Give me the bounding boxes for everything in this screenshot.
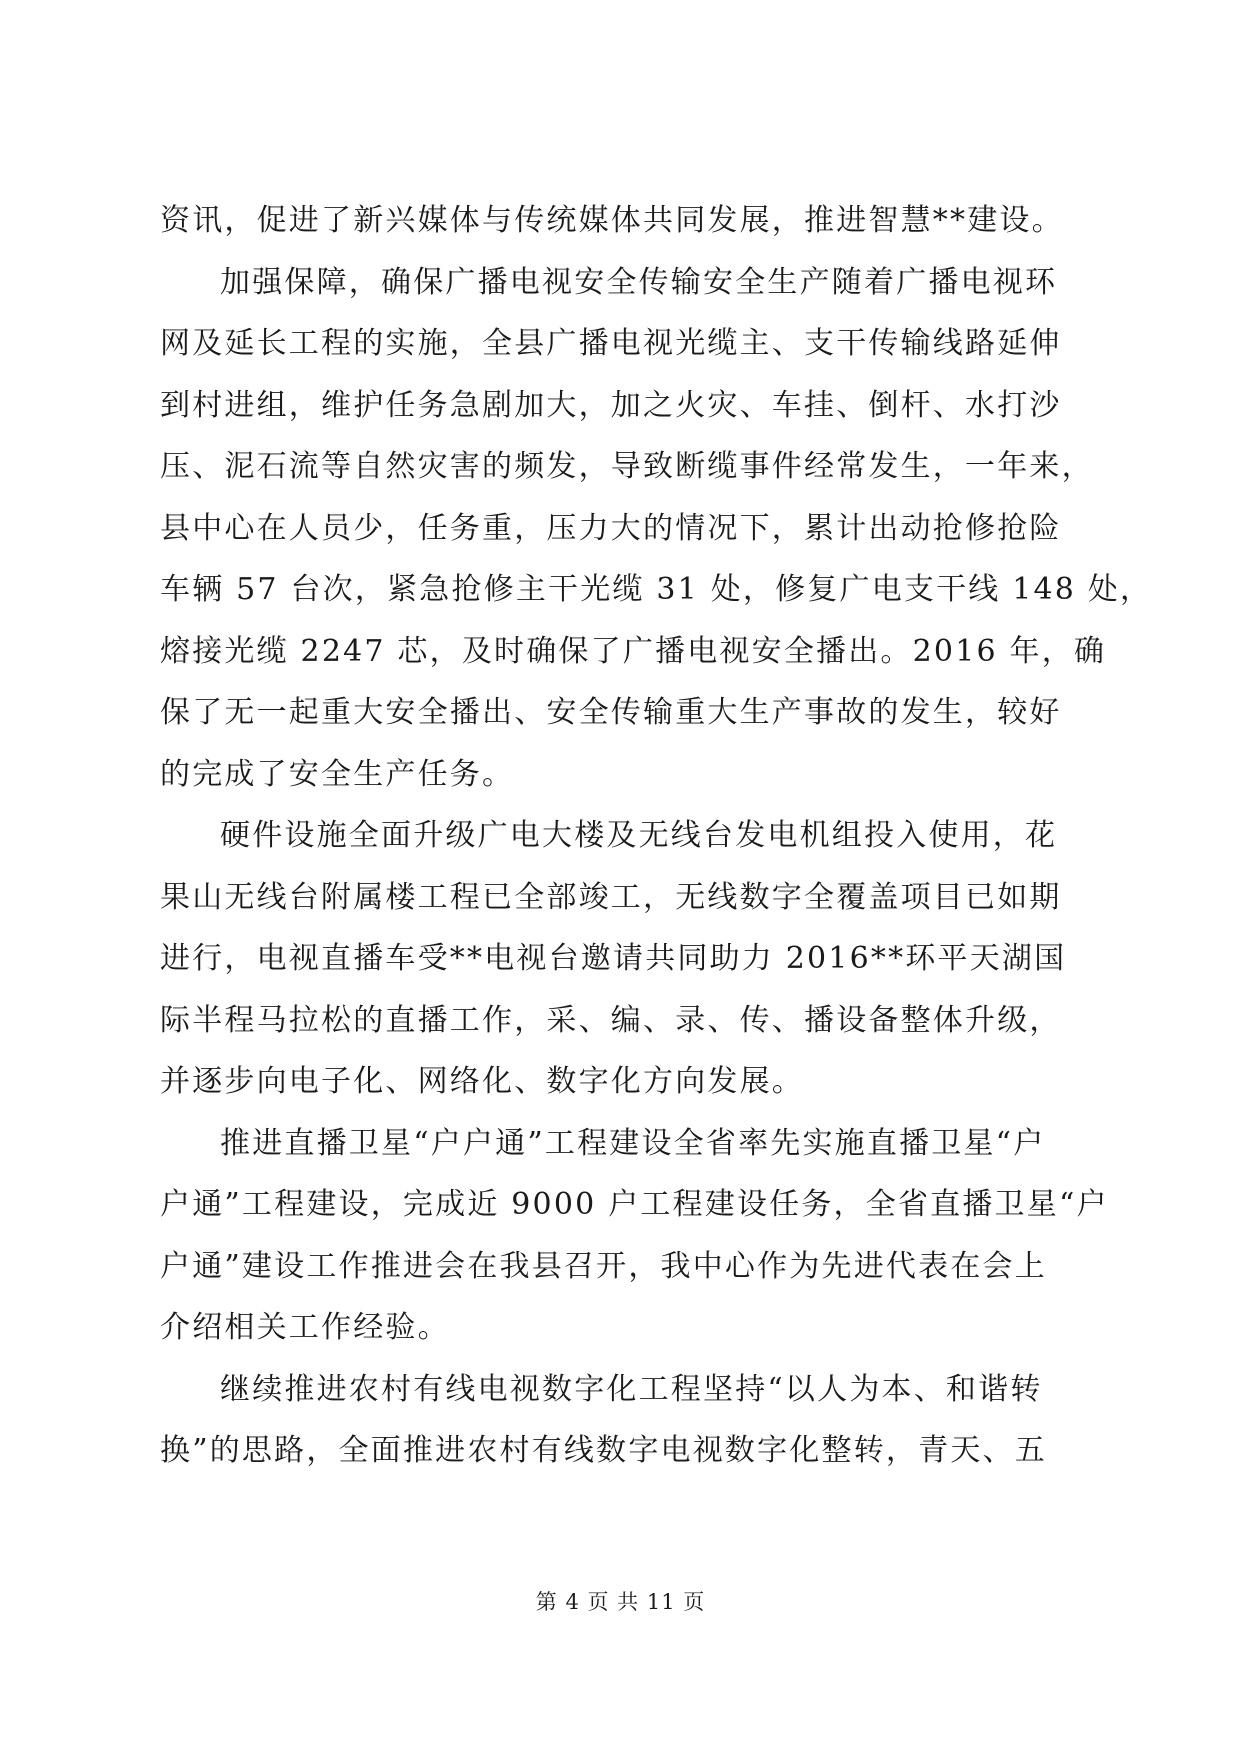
text-line: 换”的思路，全面推进农村有线数字电视数字化整转，青天、五 [160, 1433, 1047, 1468]
text-line: 户通”建设工作推进会在我县召开，我中心作为先进代表在会上 [160, 1248, 1047, 1284]
text-line: 介绍相关工作经验。 [160, 1310, 450, 1345]
text-line: 熔接光缆 2247 芯，及时确保了广播电视安全播出。2016 年，确 [160, 633, 1107, 669]
text-line: 网及延长工程的实施，全县广播电视光缆主、支干传输线路延伸 [160, 326, 1062, 361]
text-line: 县中心在人员少，任务重，压力大的情况下，累计出动抢修抢险 [160, 510, 1062, 546]
page-footer: 第 4 页 共 11 页 [535, 1590, 706, 1614]
paragraph-start-line: 继续推进农村有线电视数字化工程坚持“以人为本、和谐转 [220, 1371, 1043, 1407]
text-line: 到村进组，维护任务急剧加大，加之火灾、车挂、倒杆、水打沙 [160, 387, 1062, 423]
paragraph-start-line: 加强保障，确保广播电视安全传输安全生产随着广播电视环 [220, 264, 1058, 300]
text-line: 资讯，促进了新兴媒体与传统媒体共同发展，推进智慧**建设。 [160, 203, 1064, 238]
paragraph-start-line: 硬件设施全面升级广电大楼及无线台发电机组投入使用，花 [220, 818, 1058, 853]
text-line: 进行，电视直播车受**电视台邀请共同助力 2016**环平天湖国 [160, 941, 1067, 976]
text-line: 并逐步向电子化、网络化、数字化方向发展。 [160, 1064, 804, 1099]
paragraph-start-line: 推进直播卫星“户户通”工程建设全省率先实施直播卫星“户 [220, 1125, 1046, 1161]
text-line: 压、泥石流等自然灾害的频发，导致断缆事件经常发生，一年来， [160, 449, 1094, 484]
text-line: 的完成了安全生产任务。 [160, 756, 515, 792]
text-line: 际半程马拉松的直播工作，采、编、录、传、播设备整体升级， [160, 1002, 1062, 1038]
text-line: 车辆 57 台次，紧急抢修主干光缆 31 处，修复广电支干线 148 处， [160, 572, 1153, 607]
text-line: 户通”工程建设，完成近 9000 户工程建设任务，全省直播卫星“户 [160, 1187, 1109, 1222]
text-line: 保了无一起重大安全播出、安全传输重大生产事故的发生，较好 [160, 695, 1062, 730]
document-body [160, 190, 1153, 1482]
text-line: 果山无线台附属楼工程已全部竣工，无线数字全覆盖项目已如期 [160, 879, 1062, 915]
